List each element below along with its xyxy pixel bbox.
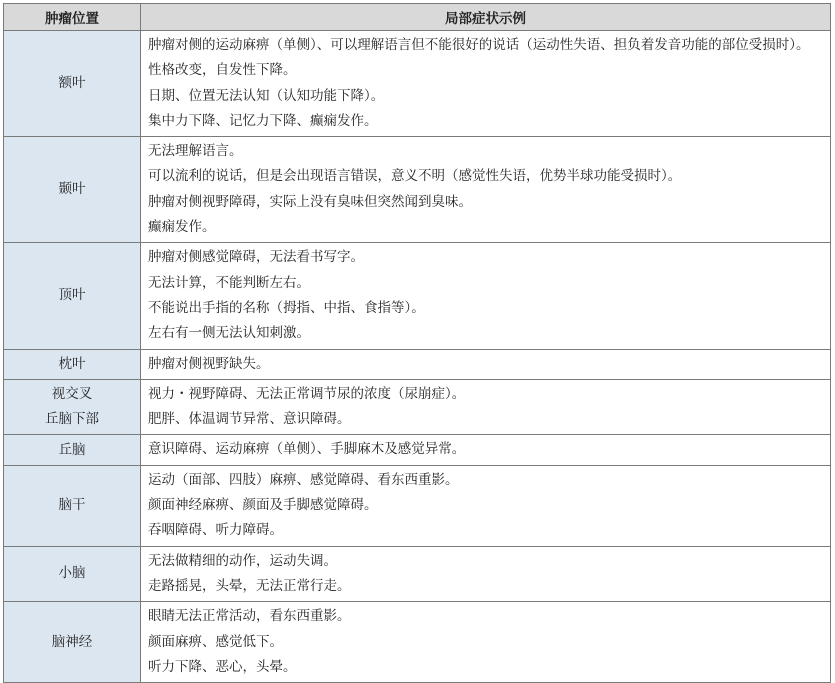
- location-cell: 顶叶: [4, 243, 141, 349]
- location-cell: 丘脑: [4, 435, 141, 465]
- symptoms-cell: [141, 243, 831, 349]
- table-row: [4, 546, 831, 602]
- symptom-line: 性格改变，自发性下降。: [148, 62, 297, 79]
- symptom-line: 听力下降、恶心，头晕。: [148, 658, 297, 675]
- symptom-line: 日期、位置无法认知（认知功能下降）。: [148, 87, 385, 104]
- table-row: [4, 137, 831, 243]
- symptoms-cell: [141, 349, 831, 379]
- symptom-line: 吞咽障碍、听力障碍。: [148, 522, 283, 539]
- location-line: 丘脑下部: [45, 411, 99, 428]
- symptoms-cell: [141, 465, 831, 546]
- location-cell: 小脑: [4, 546, 141, 602]
- symptom-line: 肥胖、体温调节异常、意识障碍。: [148, 411, 351, 428]
- header-symptoms: 局部症状示例: [141, 4, 831, 31]
- symptom-line: 肿瘤对侧感觉障碍，无法看书写字。: [148, 249, 364, 266]
- location-cell: 额叶: [4, 31, 141, 137]
- location-cell: 脑干: [4, 465, 141, 546]
- symptoms-cell: [141, 379, 831, 435]
- symptom-line: 不能说出手指的名称（拇指、中指、食指等）。: [148, 299, 425, 316]
- symptom-line: 癫痫发作。: [148, 219, 216, 236]
- symptom-table: [3, 3, 831, 683]
- symptom-line: 左右有一侧无法认知刺激。: [148, 325, 310, 342]
- symptom-line: 肿瘤对侧视野缺失。: [148, 355, 270, 372]
- symptom-line: 无法理解语言。: [148, 143, 243, 160]
- location-cell: 脑神经: [4, 602, 141, 683]
- location-cell: 枕叶: [4, 349, 141, 379]
- location-cell: [4, 379, 141, 435]
- symptom-line: 意识障碍、运动麻痹（单侧）、手脚麻木及感觉异常。: [148, 441, 466, 458]
- location-line: 视交叉: [51, 386, 93, 403]
- symptom-line: 走路摇晃，头晕，无法正常行走。: [148, 577, 351, 594]
- symptom-line: 无法计算，不能判断左右。: [148, 274, 310, 291]
- table-row: [4, 379, 831, 435]
- symptom-line: 运动（面部、四肢）麻痹、感觉障碍、看东西重影。: [148, 471, 459, 488]
- symptom-line: 颜面神经麻痹、颜面及手脚感觉障碍。: [148, 497, 378, 514]
- symptoms-cell: [141, 31, 831, 137]
- symptoms-cell: [141, 602, 831, 683]
- table-row: [4, 602, 831, 683]
- symptom-line: 集中力下降、记忆力下降、癫痫发作。: [148, 112, 378, 129]
- symptom-line: 眼睛无法正常活动，看东西重影。: [148, 608, 351, 625]
- symptom-line: 肿瘤对侧的运动麻痹（单侧）、可以理解语言但不能很好的说话（运动性失语、担负着发音功能的部位受损时）。: [148, 37, 810, 53]
- table-row: [4, 349, 831, 379]
- symptoms-cell: [141, 137, 831, 243]
- header-location: 肿瘤位置: [4, 4, 141, 31]
- symptom-line: 无法做精细的动作，运动失调。: [148, 552, 337, 569]
- symptom-line: 可以流利的说话，但是会出现语言错误，意义不明（感觉性失语，优势半球功能受损时）。: [148, 168, 682, 185]
- symptom-line: 颜面麻痹、感觉低下。: [148, 633, 283, 650]
- table-row: [4, 435, 831, 465]
- symptoms-cell: [141, 435, 831, 465]
- table-row: [4, 243, 831, 349]
- symptoms-cell: [141, 546, 831, 602]
- symptom-line: 肿瘤对侧视野障碍，实际上没有臭味但突然闻到臭味。: [148, 193, 472, 210]
- table-row: [4, 465, 831, 546]
- symptom-line: 视力・视野障碍、无法正常调节尿的浓度（尿崩症）。: [148, 385, 466, 402]
- location-cell: 颞叶: [4, 137, 141, 243]
- header-row: [4, 4, 831, 31]
- table-row: [4, 31, 831, 137]
